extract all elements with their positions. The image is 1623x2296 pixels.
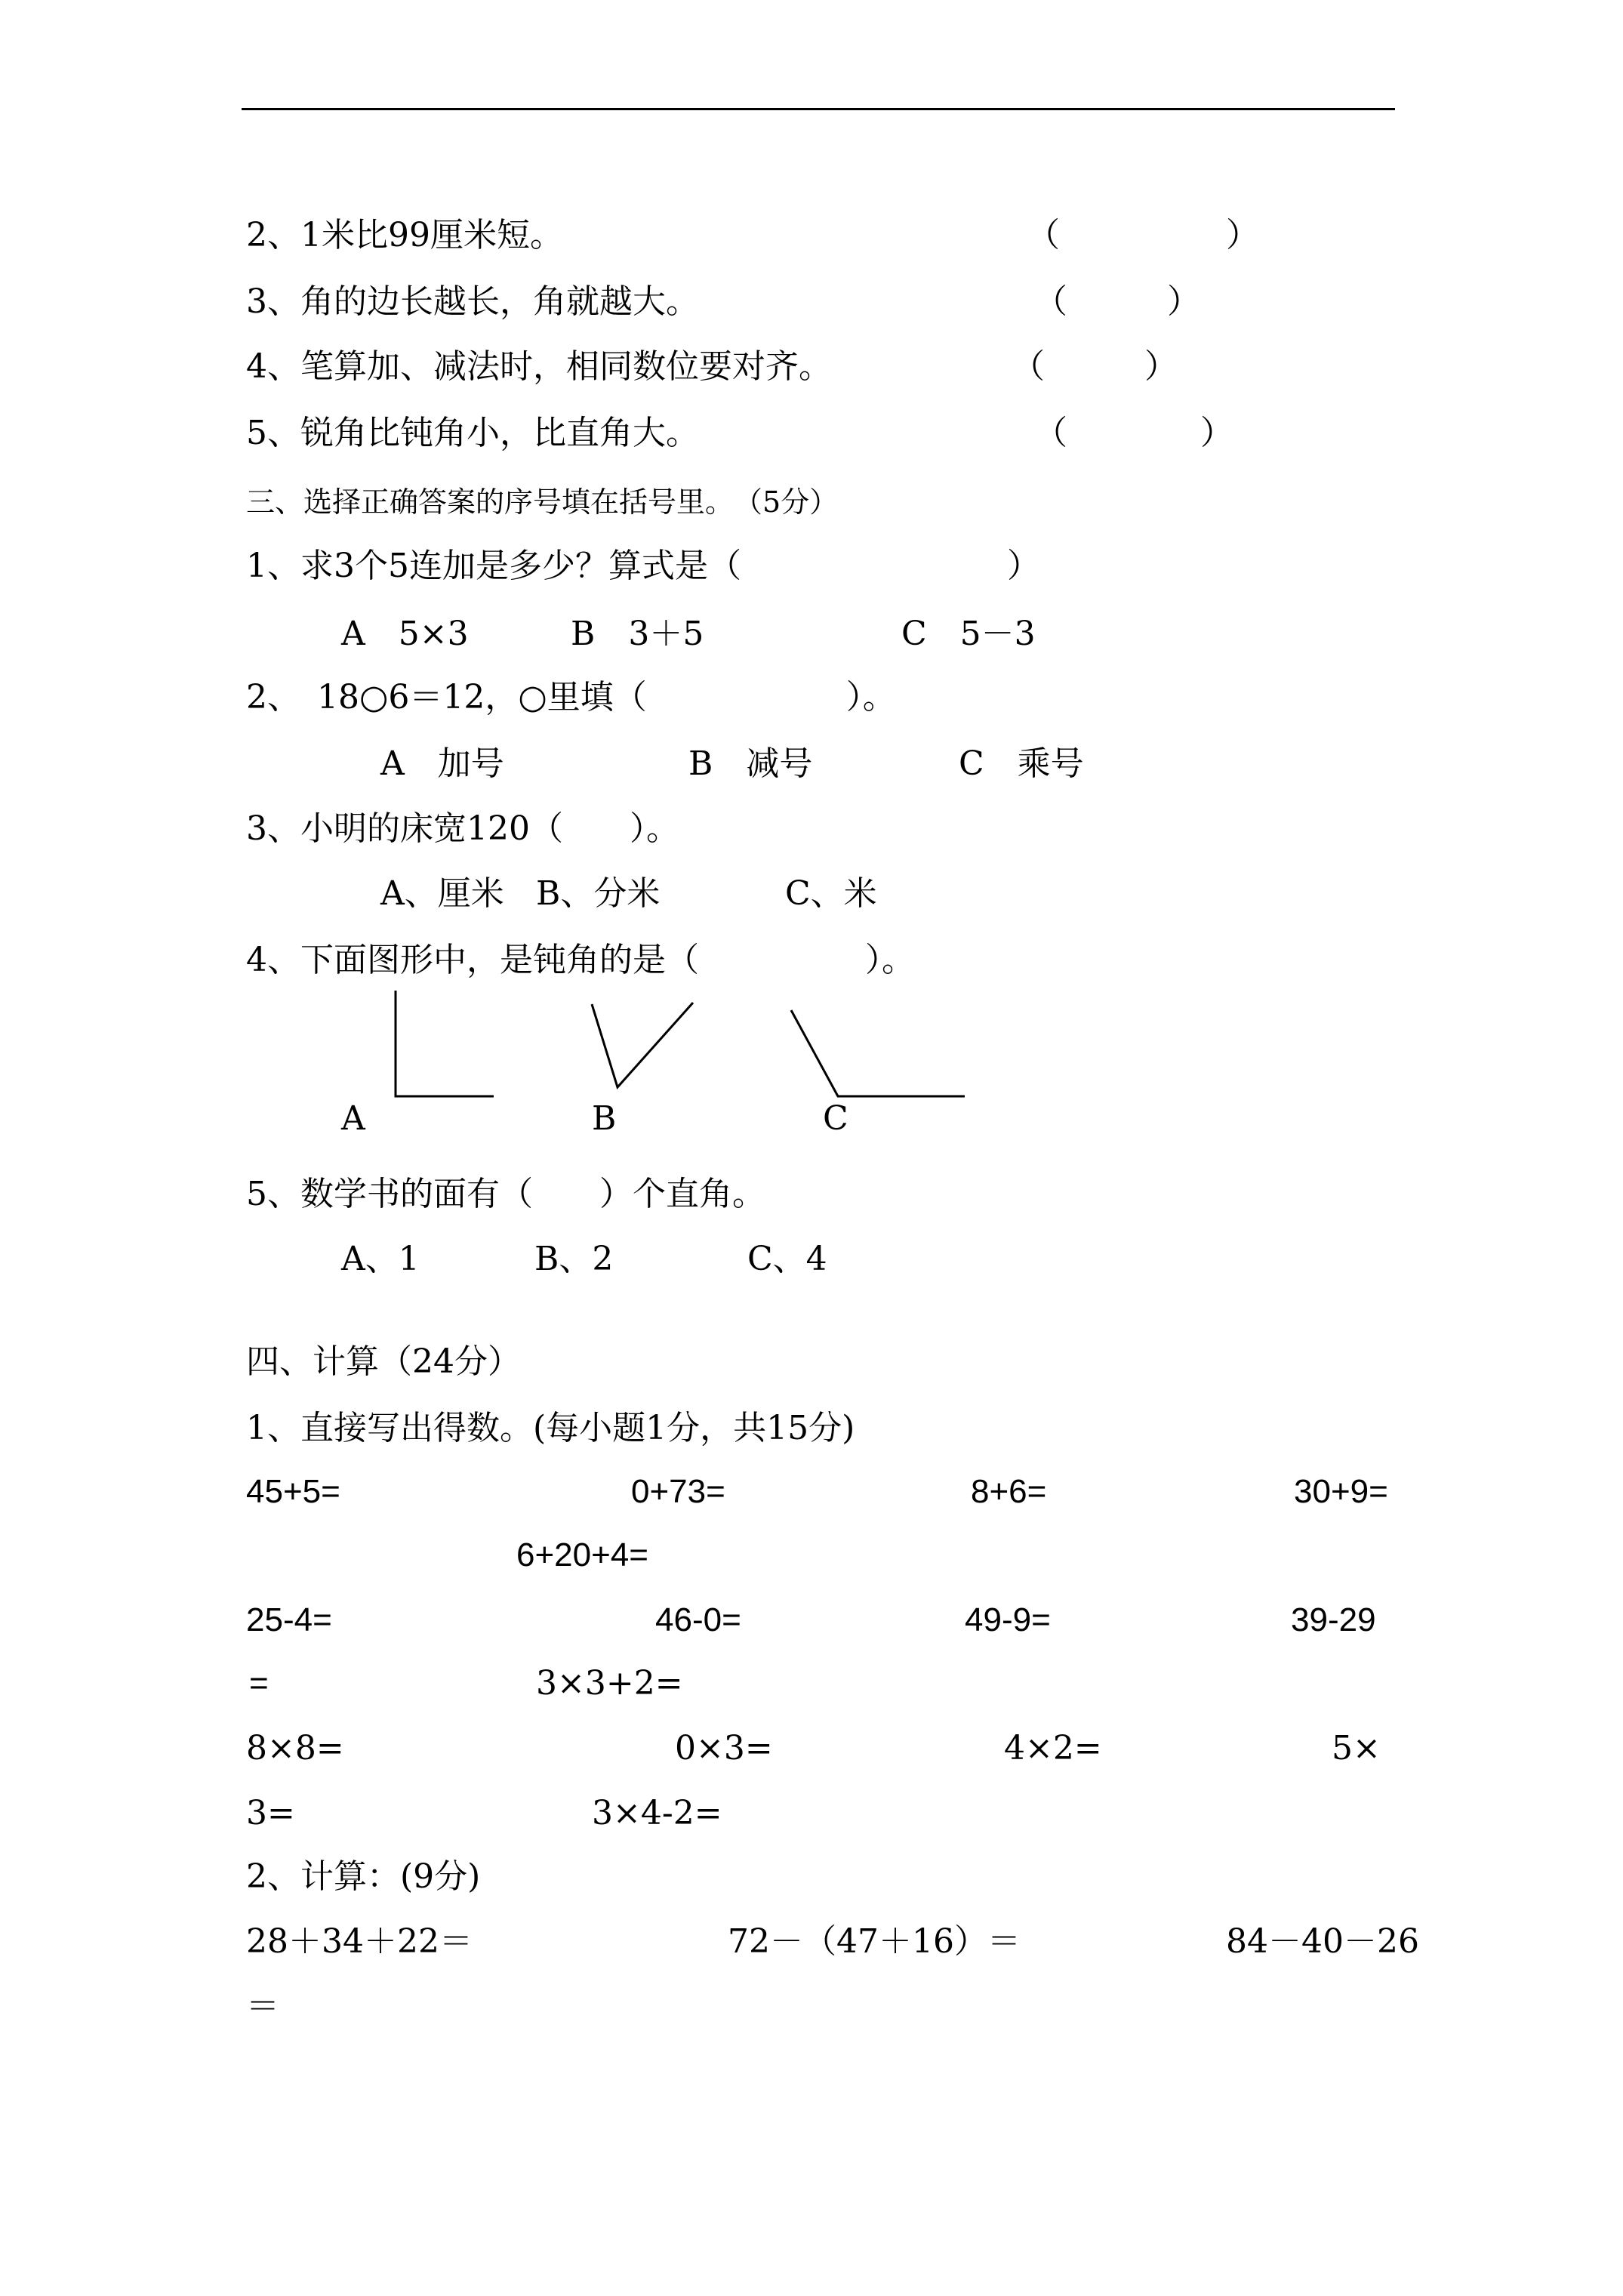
choose-q4-option-b[interactable]: B	[592, 1099, 617, 1138]
calc-expr: 4×2=	[1004, 1729, 1102, 1767]
calc-expr: 39-29	[1291, 1601, 1376, 1638]
angle-a-right	[396, 991, 494, 1096]
judge-paren-2[interactable]: （ ）	[1027, 216, 1259, 254]
choose-q5-option-c[interactable]: C、4	[747, 1240, 827, 1278]
calc-expr: 25-4=	[246, 1601, 332, 1638]
judge-paren-4[interactable]: （ ）	[1012, 347, 1178, 386]
judge-paren-3[interactable]: （ ）	[1034, 282, 1200, 321]
section-choose-heading: 三、选择正确答案的序号填在括号里。 （5分）	[246, 485, 839, 519]
judge-item-4: 4、笔算加、减法时，相同数位要对齐。	[246, 347, 832, 386]
choose-q2: 2、 18○6＝12，○里填（ ）。	[246, 678, 896, 717]
choose-q4-option-a[interactable]: A	[341, 1099, 365, 1138]
angle-b-acute	[592, 1003, 693, 1087]
calc-expr: 0+73=	[631, 1473, 725, 1510]
calc-expr: 0×3=	[675, 1729, 773, 1767]
calc-expr: 8+6=	[971, 1473, 1047, 1510]
calc-part2-title: 2、计算：(9分)	[246, 1857, 481, 1896]
calc-expr: 6+20+4=	[516, 1536, 648, 1573]
calc-expr: 5×	[1332, 1729, 1381, 1767]
judge-item-5: 5、锐角比钝角小，比直角大。	[246, 414, 699, 452]
section-calc-heading: 四、计算（24分）	[246, 1342, 521, 1381]
calc-expr: 3=	[246, 1794, 295, 1832]
choose-q5-option-a[interactable]: A、1	[341, 1240, 420, 1278]
calc-expr: 46-0=	[655, 1601, 741, 1638]
angle-c-obtuse	[791, 1010, 965, 1096]
choose-q2-option-b[interactable]: B 减号	[688, 744, 813, 783]
choose-q1: 1、求3个5连加是多少？算式是（ ）	[246, 547, 1040, 585]
judge-item-3: 3、角的边长越长，角就越大。	[246, 282, 699, 321]
calc-expr: 49-9=	[965, 1601, 1051, 1638]
calc-expr: =	[249, 1665, 269, 1702]
calc-expr: 28＋34＋22＝	[246, 1922, 473, 1961]
calc-expr: 45+5=	[246, 1473, 340, 1510]
choose-q3: 3、小明的床宽120（ ）。	[246, 809, 679, 848]
choose-q5-option-b[interactable]: B、2	[534, 1240, 614, 1278]
calc-expr: 8×8=	[246, 1729, 344, 1767]
calc-expr: ＝	[246, 1987, 279, 2026]
calc-part1-title: 1、直接写出得数。(每小题1分，共15分)	[246, 1409, 855, 1447]
choose-q2-option-a[interactable]: A 加号	[380, 744, 504, 783]
calc-expr: 30+9=	[1294, 1473, 1388, 1510]
choose-q2-option-c[interactable]: C 乘号	[959, 744, 1084, 783]
choose-q3-option-b[interactable]: B、分米	[536, 874, 661, 913]
calc-expr: 3×4-2=	[592, 1794, 722, 1832]
calc-expr: 72－（47＋16）＝	[728, 1922, 1021, 1961]
calc-expr: 3×3+2=	[536, 1664, 683, 1703]
judge-item-2: 2、1米比99厘米短。	[246, 216, 563, 254]
choose-q1-option-a[interactable]: A 5×3	[341, 615, 469, 653]
judge-paren-5[interactable]: （ ）	[1034, 414, 1233, 452]
choose-q1-option-b[interactable]: B 3＋5	[571, 615, 704, 653]
choose-q5: 5、数学书的面有（ ）个直角。	[246, 1175, 765, 1213]
choose-q4-option-c[interactable]: C	[823, 1099, 848, 1138]
choose-q4: 4、下面图形中，是钝角的是（ ）。	[246, 941, 915, 979]
choose-q3-option-a[interactable]: A、厘米	[380, 874, 504, 913]
choose-q1-option-c[interactable]: C 5－3	[901, 615, 1036, 653]
calc-expr: 84－40－26	[1226, 1922, 1419, 1961]
choose-q3-option-c[interactable]: C、米	[785, 874, 877, 913]
